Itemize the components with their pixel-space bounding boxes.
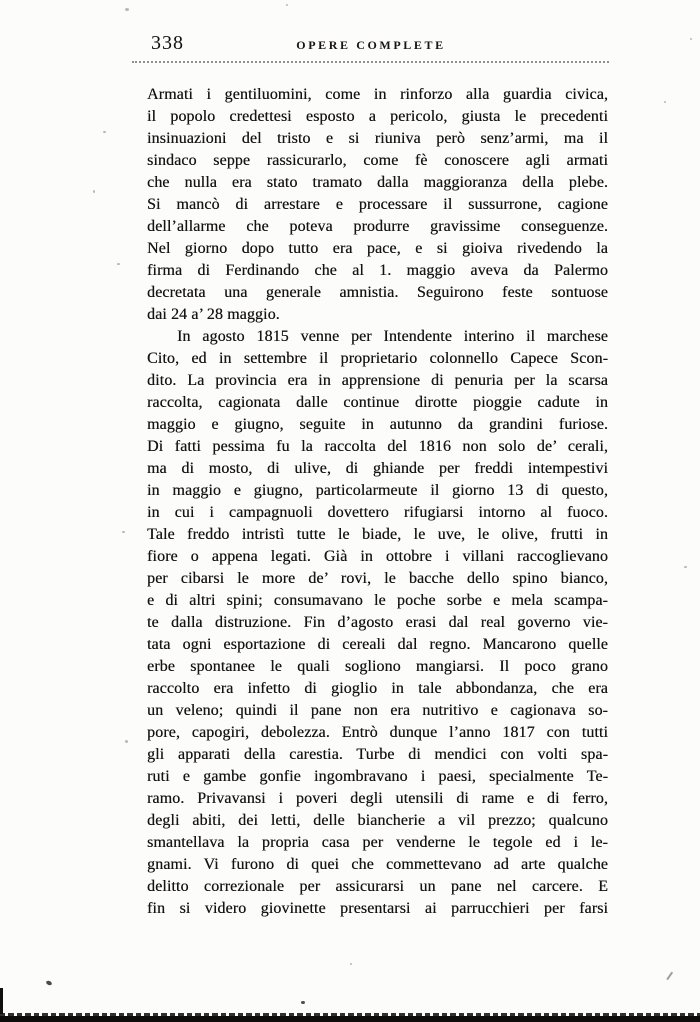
text-line: raccolta, cagionata dalle continue dirotte pioggie cadute in <box>147 394 608 411</box>
scan-slash-mark <box>666 972 672 980</box>
scan-speck <box>286 4 288 6</box>
text-line: dito. La provincia era in apprensione di penuria per la scarsa <box>147 372 608 389</box>
text-line: gli apparati della carestia. Turbe di mendici con volti spa- <box>147 746 608 763</box>
scan-speck <box>690 38 692 40</box>
page-edge-mark <box>0 988 3 1014</box>
running-title: OPERE COMPLETE <box>296 38 446 52</box>
text-line: erbe spontanee le quali sogliono mangiarsi. Il poco grano <box>147 658 608 675</box>
text-line: dell’allarme che poteva produrre gravissime conseguenze. <box>147 218 608 235</box>
text-line: fin si videro giovinette presentarsi ai parrucchieri per farsi <box>147 900 608 917</box>
text-block <box>147 84 608 920</box>
text-line: dai 24 a’ 28 maggio. <box>147 306 280 323</box>
scan-speck <box>684 566 687 568</box>
text-line: insinuazioni del tristo e si riuniva però senz’armi, ma il <box>147 130 608 147</box>
scan-speck <box>125 8 129 11</box>
text-line: gnami. Vi furono di quei che commettevano ad arte qualche <box>147 856 608 873</box>
page-number: 338 <box>151 32 184 54</box>
text-line: che nulla era stato tramato dalla maggioranza della plebe. <box>147 174 608 191</box>
text-line: ramo. Privavansi i poveri degli utensili di rame e di ferro, <box>147 790 608 807</box>
text-line: pore, capogiri, debolezza. Entrò dunque l’anno 1817 con tutti <box>147 724 608 741</box>
text-line: sindaco seppe rassicurarlo, come fè conoscere agli armati <box>147 152 608 169</box>
text-line: un veleno; quindi il pane non era nutritivo e cagionava so- <box>147 702 608 719</box>
scan-speck <box>122 531 125 533</box>
text-line: in cui i campagnuoli dovettero rifugiarsi intorno al fuoco. <box>147 504 608 521</box>
scan-speck <box>103 131 106 133</box>
text-line: il popolo credettesi esposto a pericolo, giusta le precedenti <box>147 108 608 125</box>
page-bottom-shadow-edge <box>0 1016 700 1022</box>
text-line: tata ogni esportazione di cereali dal regno. Mancarono quelle <box>147 636 608 653</box>
scan-speck <box>117 263 120 265</box>
scan-speck <box>664 101 666 103</box>
scan-speck <box>125 740 128 743</box>
text-line: delitto correzionale per assicurarsi un pane nel carcere. E <box>147 878 608 895</box>
text-line: Armati i gentiluomini, come in rinforzo alla guardia civica, <box>147 86 608 103</box>
text-line: ma di mosto, di ulive, di ghiande per freddi intempestivi <box>147 460 608 477</box>
text-line: fiore o appena legati. Già in ottobre i villani raccoglievano <box>147 548 608 565</box>
text-line: Di fatti pessima fu la raccolta del 1816 non solo de’ cerali, <box>147 438 608 455</box>
text-line: degli abiti, dei letti, delle biancherie a vil prezzo; qualcuno <box>147 812 608 829</box>
text-line: te dalla distruzione. Fin d’agosto erasi dal real governo vie- <box>147 614 608 631</box>
text-line: Tale freddo intristì tutte le biade, le uve, le olive, frutti in <box>147 526 608 543</box>
text-line: e di altri spini; consumavano le poche sorbe e mela scampa- <box>147 592 608 609</box>
scan-speck <box>45 980 52 986</box>
text-line: maggio e giugno, seguite in autunno da grandini furiose. <box>147 416 608 433</box>
text-line: Si mancò di arrestare e processare il sussurrone, cagione <box>147 196 608 213</box>
text-line: Nel giorno dopo tutto era pace, e si gioiva rivedendo la <box>147 240 608 257</box>
text-line: ruti e gambe gonfie ingombravano i paesi, specialmente Te- <box>147 768 608 785</box>
page-header <box>133 32 609 54</box>
text-line: raccolto era infetto di gioglio in tale abbondanza, che era <box>147 680 608 697</box>
header-dotted-rule <box>132 61 609 63</box>
text-line: in maggio e giugno, particolarmeute il giorno 13 di questo, <box>147 482 608 499</box>
scan-speck <box>301 1001 305 1004</box>
scan-speck <box>93 190 95 193</box>
text-line: firma di Ferdinando che al 1. maggio aveva da Palermo <box>147 262 608 279</box>
text-line: In agosto 1815 venne per Intendente interino il marchese <box>177 328 608 345</box>
text-line: per cibarsi le more de’ rovi, le bacche dello spino bianco, <box>147 570 608 587</box>
text-line: smantellava la propria casa per venderne le tegole ed i le- <box>147 834 608 851</box>
text-line: Cito, ed in settembre il proprietario colonnello Capece Scon- <box>147 350 608 367</box>
text-line: decretata una generale amnistia. Seguirono feste sontuose <box>147 284 608 301</box>
scan-speck <box>350 963 352 965</box>
